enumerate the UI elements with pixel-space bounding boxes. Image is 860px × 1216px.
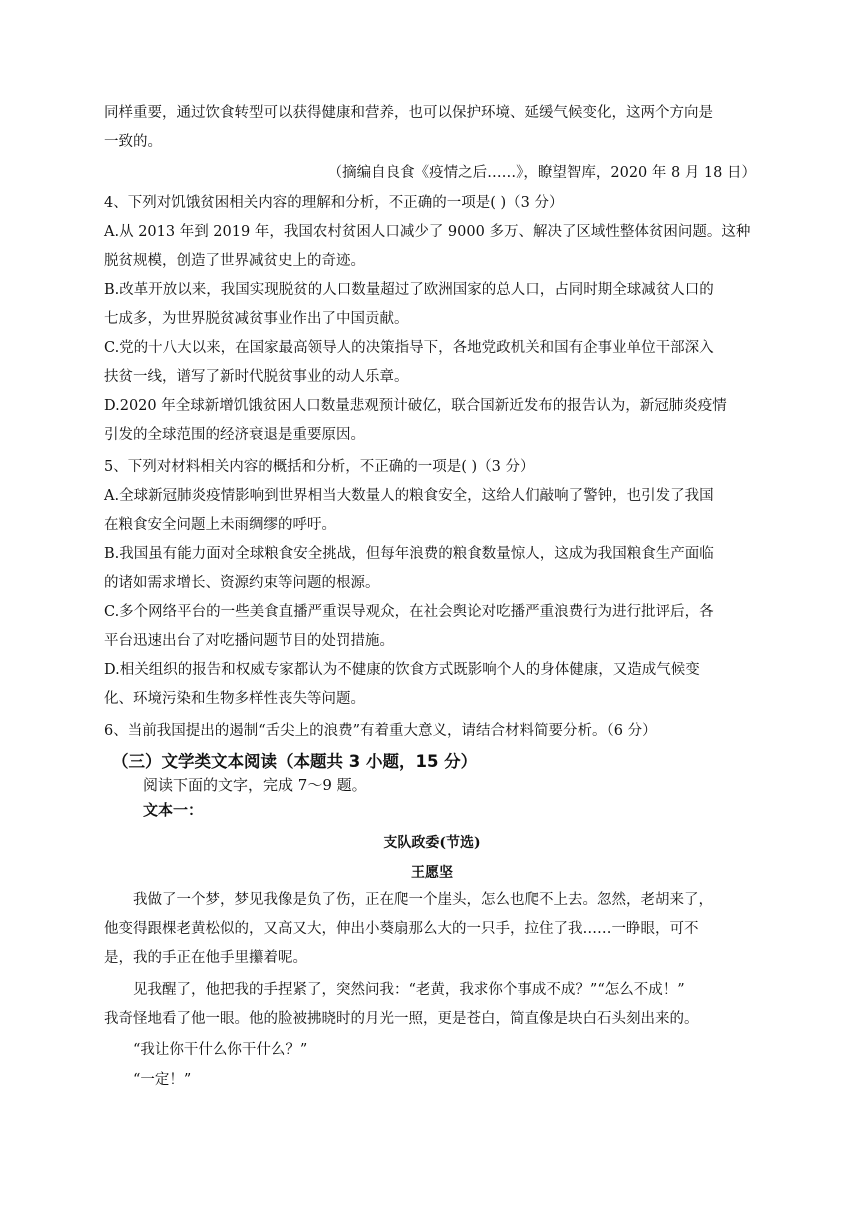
passage-line: 一致的。 [104, 134, 162, 150]
option-b-line: 的诸如需求增长、资源约束等问题的根源。 [104, 575, 380, 591]
section-instruction: 阅读下面的文字，完成 7～9 题。 [143, 776, 367, 794]
passage-line: 同样重要，通过饮食转型可以获得健康和营养，也可以保护环境、延缓气候变化，这两个方向是 [104, 105, 713, 121]
option-d-line: D.相关组织的报告和权威专家都认为不健康的饮食方式既影响个人的身体健康，又造成气候变 [104, 662, 700, 678]
option-d-line: 引发的全球范围的经济衰退是重要原因。 [104, 427, 365, 443]
option-a-line: A.从 2013 年到 2019 年，我国农村贫困人口减少了 9000 多万、解决了区域性整体贫困问题。这种 [104, 224, 751, 240]
question-stem: 5、下列对材料相关内容的概括和分析，不正确的一项是( )（3 分） [104, 459, 535, 475]
story-paragraph [104, 1066, 760, 1095]
story-line: 我奇怪地看了他一眼。他的脸被拂晓时的月光一照，更是苍白，简直像是块白石头刻出来的。 [104, 1011, 699, 1027]
option-a-line: 在粮食安全问题上未雨绸缪的呼吁。 [104, 517, 336, 533]
text-label: 文本一： [143, 801, 204, 819]
question-stem: 6、当前我国提出的遏制“舌尖上的浪费”有着重大意义，请结合材料简要分析。（6 分） [104, 723, 657, 739]
question-6 [104, 717, 760, 746]
story-line: 见我醒了，他把我的手捏紧了，突然问我：“老黄，我求你个事成不成？”“怎么不成！” [133, 982, 685, 998]
story-line: “一定！” [133, 1072, 192, 1088]
option-b-line: B.我国虽有能力面对全球粮食安全挑战，但每年浪费的粮食数量惊人，这成为我国粮食生产面临 [104, 546, 714, 562]
story-line: 我做了一个梦，梦见我像是负了伤，正在爬一个崖头，怎么也爬不上去。忽然，老胡来了， [133, 892, 713, 908]
question-stem: 4、下列对饥饿贫困相关内容的理解和分析，不正确的一项是( )（3 分） [104, 195, 564, 211]
section-heading: （三）文学类文本阅读（本题共 3 小题，15 分） [112, 752, 478, 771]
story-paragraph [104, 976, 760, 1034]
option-d-line: D.2020 年全球新增饥饿贫困人口数量悲观预计破亿，联合国新近发布的报告认为，新冠肺炎疫情 [104, 398, 727, 414]
option-c-line: 平台迅速出台了对吃播问题节目的处罚措施。 [104, 633, 394, 649]
option-c-line: C.多个网络平台的一些美食直播严重误导观众，在社会舆论对吃播严重浪费行为进行批评后，各 [104, 604, 714, 620]
option-c-line: C.党的十八大以来，在国家最高领导人的决策指导下，各地党政机关和国有企事业单位干部深入 [104, 340, 714, 356]
story-line: “我让你干什么你干什么？” [133, 1042, 308, 1058]
story-title: 支队政委(节选) [383, 835, 481, 851]
question-4 [104, 189, 760, 450]
passage-end [104, 99, 760, 157]
story-author: 王愿坚 [411, 865, 453, 881]
story-line: 他变得跟棵老黄松似的，又高又大，伸出小葵扇那么大的一只手，拉住了我……一睁眼，可不 [104, 921, 699, 937]
passage-source: （摘编自良食《疫情之后……》，瞭望智库，2020 年 8 月 18 日） [327, 165, 756, 181]
option-d-line: 化、环境污染和生物多样性丧失等问题。 [104, 691, 365, 707]
story-paragraph [104, 886, 760, 973]
story-paragraph [104, 1036, 760, 1065]
option-b-line: 七成多，为世界脱贫减贫事业作出了中国贡献。 [104, 311, 409, 327]
story-line: 是，我的手正在他手里攥着呢。 [104, 950, 307, 966]
option-c-line: 扶贫一线，谱写了新时代脱贫事业的动人乐章。 [104, 369, 409, 385]
option-b-line: B.改革开放以来，我国实现脱贫的人口数量超过了欧洲国家的总人口，占同时期全球减贫人口的 [104, 282, 714, 298]
option-a-line: A.全球新冠肺炎疫情影响到世界相当大数量人的粮食安全，这给人们敲响了警钟，也引发了我国 [104, 488, 714, 504]
question-5 [104, 453, 760, 714]
option-a-line: 脱贫规模，创造了世界减贫史上的奇迹。 [104, 253, 365, 269]
